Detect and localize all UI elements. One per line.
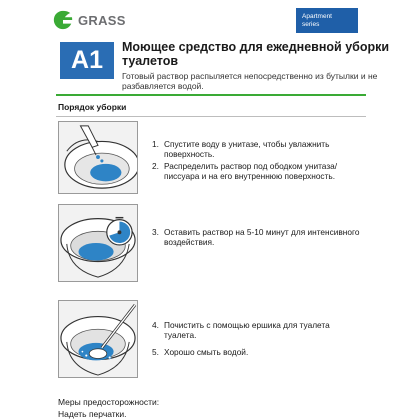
step-4 [152, 320, 372, 340]
step-text: Почистить с помощью ершика для туалета туалета. [164, 320, 330, 340]
step-text: Хорошо смыть водой. [164, 347, 249, 357]
precautions-title: Меры предосторожности: [58, 397, 160, 407]
header-divider [56, 94, 366, 96]
toilet-brush-icon [59, 301, 137, 377]
product-title: Моющее средство для ежедневной уборки туалетов [122, 40, 390, 68]
precautions-text: Надеть перчатки. [58, 409, 127, 419]
brand-logo [52, 9, 126, 31]
step-5 [152, 347, 372, 357]
step-number: 5. [152, 347, 159, 357]
illustration-timer [58, 204, 138, 282]
illustration-flush [58, 121, 138, 194]
step-text: Оставить раствор на 5-10 минут для интенсивного воздействия. [164, 227, 360, 247]
step-2 [152, 161, 372, 181]
step-1 [152, 139, 372, 159]
step-number: 1. [152, 139, 159, 149]
grass-logo-icon [52, 9, 74, 31]
product-code-badge: A1 [60, 42, 114, 79]
illustration-brush [58, 300, 138, 378]
product-subtitle: Готовый раствор распыляется непосредственно из бутылки и не разбавляется водой. [122, 71, 378, 91]
step-number: 2. [152, 161, 159, 171]
series-line-2: series [302, 21, 320, 28]
brand-name: GRASS [78, 12, 126, 28]
toilet-timer-icon [59, 205, 137, 281]
section-divider [56, 116, 366, 117]
toilet-flush-icon [59, 122, 137, 193]
step-number: 4. [152, 320, 159, 330]
step-number: 3. [152, 227, 159, 237]
series-badge [296, 8, 358, 33]
step-text: Спустите воду в унитазе, чтобы увлажнить поверхность. [164, 139, 330, 159]
series-line-1: Apartment [302, 13, 332, 20]
step-3 [152, 227, 372, 247]
section-title: Порядок уборки [58, 102, 127, 112]
step-text: Распределить раствор под ободком унитаза/писсуара и на его внутреннюю поверхность. [164, 161, 338, 181]
